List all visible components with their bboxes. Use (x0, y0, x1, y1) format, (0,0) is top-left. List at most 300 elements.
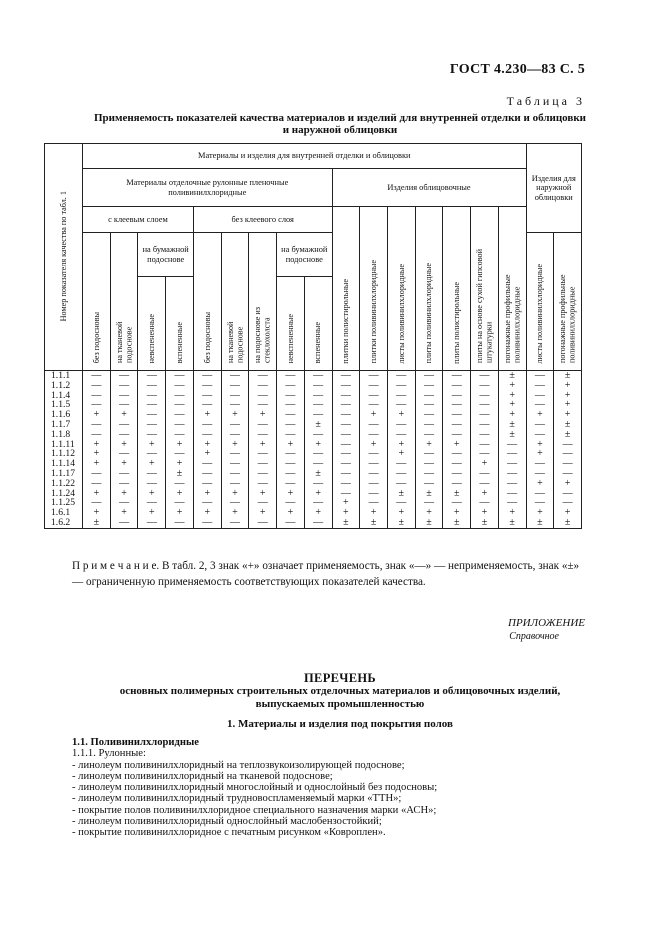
table-cell: — (471, 420, 499, 430)
table-cell: + (415, 508, 443, 518)
table-cell: + (110, 489, 138, 499)
table-cell: + (332, 508, 360, 518)
table-cell: — (249, 518, 277, 528)
table-cell: + (249, 410, 277, 420)
table-cell: — (249, 381, 277, 391)
table-cell: + (554, 410, 582, 420)
table-cell: + (83, 459, 111, 469)
table-row (45, 400, 582, 410)
row-number: 1.1.7 (45, 420, 83, 430)
table-cell: + (110, 459, 138, 469)
table-cell: + (138, 489, 166, 499)
table-cell: — (138, 430, 166, 440)
row-number: 1.1.5 (45, 400, 83, 410)
table-cell: — (360, 430, 388, 440)
table-cell: — (304, 410, 332, 420)
table-cell: — (387, 391, 415, 401)
row-number: 1.1.24 (45, 489, 83, 499)
table-cell: + (221, 440, 249, 450)
row-number: 1.1.22 (45, 479, 83, 489)
table-cell: — (138, 518, 166, 528)
table-row (45, 498, 582, 508)
table-row (45, 469, 582, 479)
table-cell: + (554, 400, 582, 410)
table-cell: — (138, 391, 166, 401)
table-cell: + (387, 508, 415, 518)
table-cell: + (83, 508, 111, 518)
table-cell: — (360, 420, 388, 430)
row-number: 1.1.25 (45, 498, 83, 508)
table-cell: ± (471, 518, 499, 528)
col-header-3: невспененные (138, 277, 166, 371)
row-number: 1.1.8 (45, 430, 83, 440)
table-cell: — (332, 449, 360, 459)
table-cell: — (110, 449, 138, 459)
row-number: 1.1.2 (45, 381, 83, 391)
appendix-label: ПРИЛОЖЕНИЕ (508, 617, 585, 629)
table-cell: — (110, 479, 138, 489)
table-cell: — (387, 420, 415, 430)
table-cell: — (415, 410, 443, 420)
table-cell: + (443, 508, 471, 518)
table-cell: — (498, 469, 526, 479)
table-cell: ± (304, 469, 332, 479)
table-row (45, 420, 582, 430)
table-cell: — (443, 410, 471, 420)
list-subtitle-line-2: выпускаемых промышленностью (255, 698, 425, 710)
table-cell: + (304, 508, 332, 518)
table-cell: — (166, 518, 194, 528)
table-cell: — (249, 420, 277, 430)
table-cell: — (221, 469, 249, 479)
table-body (45, 371, 582, 529)
table-cell: — (415, 459, 443, 469)
table-cell: — (166, 391, 194, 401)
table-cell: — (415, 498, 443, 508)
table-cell: — (554, 459, 582, 469)
table-cell: — (83, 498, 111, 508)
table-cell: — (110, 381, 138, 391)
table-cell: + (526, 449, 554, 459)
table-cell: — (83, 469, 111, 479)
table-cell: — (193, 371, 221, 381)
table-cell: — (193, 381, 221, 391)
table-cell: — (387, 371, 415, 381)
table-cell: — (332, 371, 360, 381)
table-cell: + (221, 410, 249, 420)
table-cell: — (138, 400, 166, 410)
table-cell: + (83, 489, 111, 499)
table-cell: + (193, 449, 221, 459)
col-header-18: погонажные профильные поливинилхлоридные (554, 233, 582, 371)
table-cell: — (221, 381, 249, 391)
table-cell: — (387, 498, 415, 508)
table-cell: — (221, 459, 249, 469)
table-cell: — (277, 420, 305, 430)
table-row (45, 391, 582, 401)
table-cell: — (166, 400, 194, 410)
table-cell: — (193, 400, 221, 410)
col-header-1: без подосновы (83, 233, 111, 371)
table-cell: — (443, 459, 471, 469)
table-cell: — (304, 391, 332, 401)
table-cell: — (83, 391, 111, 401)
table-cell: — (304, 479, 332, 489)
col-header-6: на тканевой подоснове (221, 233, 249, 371)
table-row (45, 479, 582, 489)
table-cell: — (526, 469, 554, 479)
table-title-line-2: и наружной облицовки (282, 124, 398, 136)
table-cell: — (83, 371, 111, 381)
table-cell: + (387, 410, 415, 420)
table-cell: — (415, 479, 443, 489)
row-number: 1.1.14 (45, 459, 83, 469)
table-cell: — (83, 420, 111, 430)
row-number: 1.1.11 (45, 440, 83, 450)
table-cell: + (498, 391, 526, 401)
table-cell: — (360, 381, 388, 391)
table-cell: + (249, 440, 277, 450)
table-cell: — (138, 371, 166, 381)
table-cell: — (138, 449, 166, 459)
table-cell: — (471, 391, 499, 401)
table-cell: ± (554, 518, 582, 528)
table-cell: + (110, 508, 138, 518)
table-cell: — (387, 400, 415, 410)
table-cell: — (277, 430, 305, 440)
subsection-1-1-1: 1.1.1. Рулонные: (72, 748, 146, 760)
subsection-1-1: 1.1. Поливинилхлоридные (72, 737, 199, 748)
table-cell: — (193, 420, 221, 430)
sub-facing-header: Изделия облицовочные (332, 169, 526, 207)
table-cell: + (443, 440, 471, 450)
table-cell: — (110, 518, 138, 528)
table-cell: — (304, 518, 332, 528)
table-cell: — (83, 400, 111, 410)
table-cell: — (471, 400, 499, 410)
table-cell: — (332, 469, 360, 479)
table-cell: — (554, 498, 582, 508)
with-glue-header: с клеевым слоем (83, 207, 194, 233)
table-cell: — (387, 381, 415, 391)
table-cell: — (249, 371, 277, 381)
table-cell: — (332, 420, 360, 430)
table-cell: + (415, 440, 443, 450)
table-cell: — (360, 469, 388, 479)
table-cell: — (526, 459, 554, 469)
material-list (72, 737, 437, 839)
table-cell: + (526, 479, 554, 489)
list-subtitle-line-1: основных полимерных строительных отделочных материалов и облицовочных изделий, (119, 685, 561, 697)
table-cell: — (526, 498, 554, 508)
table-cell: — (166, 381, 194, 391)
section-1-heading: 1. Материалы и изделия под покрытия полов (227, 718, 453, 730)
table-cell: — (415, 449, 443, 459)
table-cell: — (277, 391, 305, 401)
table-cell: — (110, 371, 138, 381)
table-cell: — (471, 430, 499, 440)
table-cell: — (443, 371, 471, 381)
sub-pvc-header: Материалы отделочные рулонные пленочные поливинилхлоридные (83, 169, 332, 207)
table-cell: — (498, 449, 526, 459)
col-header-4: вспененные (166, 277, 194, 371)
row-number: 1.6.2 (45, 518, 83, 528)
table-cell: — (277, 479, 305, 489)
table-cell: — (304, 498, 332, 508)
table-cell: + (387, 440, 415, 450)
table-cell: — (498, 459, 526, 469)
table-cell: ± (387, 489, 415, 499)
table-cell: — (193, 430, 221, 440)
on-paper-header-1: на бумажной подоснове (138, 233, 193, 277)
table-cell: — (387, 469, 415, 479)
table-cell: + (110, 410, 138, 420)
table-cell: + (387, 449, 415, 459)
table-cell: — (526, 371, 554, 381)
table-cell: + (193, 440, 221, 450)
table-cell: — (193, 498, 221, 508)
table-cell: — (471, 371, 499, 381)
table-cell: — (221, 498, 249, 508)
table-cell: — (138, 410, 166, 420)
table-cell: — (526, 400, 554, 410)
table-cell: + (83, 410, 111, 420)
table-cell: + (193, 410, 221, 420)
table-cell: — (249, 391, 277, 401)
table-cell: — (443, 498, 471, 508)
table-cell: + (526, 440, 554, 450)
col-header-8: невспененные (277, 277, 305, 371)
table-cell: — (304, 371, 332, 381)
table-cell: ± (443, 518, 471, 528)
table-cell: — (138, 479, 166, 489)
table-cell: — (304, 400, 332, 410)
table-cell: + (471, 459, 499, 469)
table-cell: ± (387, 518, 415, 528)
table-cell: — (443, 391, 471, 401)
list-item: - линолеум поливинилхлоридный многослойный и однослойный без подосновы; (72, 782, 438, 794)
table-cell: — (360, 459, 388, 469)
on-paper-header-2: на бумажной подоснове (277, 233, 332, 277)
table-cell: — (443, 449, 471, 459)
table-cell: — (332, 410, 360, 420)
table-cell: — (221, 391, 249, 401)
table-cell: — (415, 430, 443, 440)
table-cell: — (193, 518, 221, 528)
table-cell: — (332, 459, 360, 469)
table-cell: — (443, 381, 471, 391)
table-cell: — (277, 371, 305, 381)
group-outer-header: Изделия для наружной облицовки (526, 144, 581, 233)
table-cell: — (249, 469, 277, 479)
table-cell: — (387, 479, 415, 489)
table-cell: — (443, 479, 471, 489)
table-cell: — (471, 479, 499, 489)
table-cell: — (304, 459, 332, 469)
table-cell: + (554, 508, 582, 518)
table-cell: + (83, 449, 111, 459)
row-number: 1.1.6 (45, 410, 83, 420)
table-cell: — (415, 371, 443, 381)
table-cell: ± (83, 518, 111, 528)
table-cell: — (138, 420, 166, 430)
table-cell: ± (415, 489, 443, 499)
table-title-line-1: Применяемость показателей качества материалов и изделий для внутренней отделки и облицовки (93, 112, 587, 124)
col-header-5: без подосновы (193, 233, 221, 371)
table-cell: ± (166, 469, 194, 479)
table-cell: ± (304, 420, 332, 430)
table-cell: + (277, 508, 305, 518)
table-cell: + (554, 381, 582, 391)
table-cell: — (332, 391, 360, 401)
table-cell: ± (498, 430, 526, 440)
table-cell: — (554, 489, 582, 499)
group-inner-header: Материалы и изделия для внутренней отделки и облицовки (83, 144, 527, 169)
table-cell: — (415, 400, 443, 410)
table-cell: ± (360, 518, 388, 528)
col-header-13: плиты поливинилхлоридные (415, 207, 443, 371)
table-cell: — (332, 440, 360, 450)
stub-header: Номер показателя качества по табл. 1 (58, 190, 68, 321)
table-cell: + (360, 508, 388, 518)
table-cell: — (249, 479, 277, 489)
table-cell: + (554, 391, 582, 401)
table-cell: + (332, 498, 360, 508)
table-cell: — (360, 498, 388, 508)
table-cell: — (221, 518, 249, 528)
table-cell: — (166, 420, 194, 430)
table-cell: — (166, 430, 194, 440)
table-cell: ± (498, 518, 526, 528)
table-cell: — (498, 440, 526, 450)
table-cell: — (110, 391, 138, 401)
table-cell: — (249, 459, 277, 469)
table-cell: — (304, 430, 332, 440)
table-cell: — (166, 479, 194, 489)
row-number: 1.1.12 (45, 449, 83, 459)
table-row (45, 381, 582, 391)
table-cell: — (443, 400, 471, 410)
table-cell: — (443, 469, 471, 479)
table-cell: — (277, 449, 305, 459)
table-cell: — (83, 479, 111, 489)
table-cell: + (304, 440, 332, 450)
table-cell: — (498, 498, 526, 508)
col-header-14: плиты полистирольные (443, 207, 471, 371)
list-item: - линолеум поливинилхлоридный на теплозвукоизолирующей подоснове; (72, 759, 405, 771)
page-header-doc-ref: ГОСТ 4.230—83 С. 5 (449, 62, 585, 77)
table-cell: + (471, 489, 499, 499)
table-cell: — (360, 479, 388, 489)
table-cell: — (360, 449, 388, 459)
table-cell: — (554, 469, 582, 479)
table-cell: ± (415, 518, 443, 528)
table-cell: + (221, 489, 249, 499)
table-cell: — (526, 381, 554, 391)
table-cell: + (498, 508, 526, 518)
table-cell: — (138, 381, 166, 391)
table-cell: + (138, 459, 166, 469)
table-cell: — (360, 400, 388, 410)
table-cell: — (249, 430, 277, 440)
table-cell: + (166, 440, 194, 450)
table-cell: + (83, 440, 111, 450)
table-cell: + (360, 410, 388, 420)
table-cell: — (304, 381, 332, 391)
table-cell: — (277, 410, 305, 420)
table-cell: + (138, 440, 166, 450)
table-cell: + (526, 508, 554, 518)
table-cell: — (332, 381, 360, 391)
table-cell: ± (498, 420, 526, 430)
list-item: - покрытие полов поливинилхлоридное специального назначения марки «АСН»; (72, 804, 437, 816)
table-cell: — (249, 400, 277, 410)
table-cell: — (110, 400, 138, 410)
table-cell: — (277, 400, 305, 410)
col-header-7: на подоснове из стеклохолста (249, 233, 277, 371)
table-cell: — (193, 459, 221, 469)
table-cell: + (249, 508, 277, 518)
table-cell: ± (526, 518, 554, 528)
col-header-11: плитки поливинилхлоридные (360, 207, 388, 371)
col-header-9: вспененные (304, 277, 332, 371)
table-cell: — (526, 489, 554, 499)
table-cell: — (526, 420, 554, 430)
table-cell: — (249, 449, 277, 459)
table-cell: — (110, 469, 138, 479)
col-header-12: листы поливинилхлоридные (387, 207, 415, 371)
table-cell: — (554, 449, 582, 459)
table-cell: — (83, 381, 111, 391)
table-cell: + (304, 489, 332, 499)
table-cell: + (498, 400, 526, 410)
table-cell: — (166, 498, 194, 508)
without-glue-header: без клеевого слоя (193, 207, 332, 233)
col-header-17: листы поливинилхлоридные (526, 233, 554, 371)
table-cell: — (387, 459, 415, 469)
col-header-16: погонажные профильные поливинилхлоридные (498, 207, 526, 371)
table-cell: — (554, 440, 582, 450)
table-cell: — (221, 430, 249, 440)
table-cell: — (471, 410, 499, 420)
table-cell: — (471, 449, 499, 459)
table-cell: — (360, 489, 388, 499)
table-cell: + (498, 410, 526, 420)
table-cell: — (277, 498, 305, 508)
table-cell: — (360, 391, 388, 401)
table-cell: + (554, 479, 582, 489)
table-cell: — (249, 498, 277, 508)
table-cell: + (498, 381, 526, 391)
table-cell: — (277, 459, 305, 469)
row-number: 1.6.1 (45, 508, 83, 518)
table-cell: + (166, 459, 194, 469)
row-number: 1.1.4 (45, 391, 83, 401)
table-row (45, 371, 582, 381)
table-cell: — (221, 449, 249, 459)
table-cell: — (277, 518, 305, 528)
table-cell: — (138, 498, 166, 508)
table-cell: + (526, 410, 554, 420)
table-cell: — (471, 381, 499, 391)
table-cell: — (138, 469, 166, 479)
table-note: П р и м е ч а н и е. В табл. 2, 3 знак «+» означает применяемость, знак «—» — неприменяемость, знак «±» — ограниченную применяемость соответствующих показателей качества. (72, 560, 580, 588)
list-item: - линолеум поливинилхлоридный однослойный маслобензостойкий; (72, 816, 382, 828)
table-cell: + (221, 508, 249, 518)
appendix-sub: Справочное (509, 631, 559, 642)
table-cell: — (332, 430, 360, 440)
table-cell: + (193, 489, 221, 499)
